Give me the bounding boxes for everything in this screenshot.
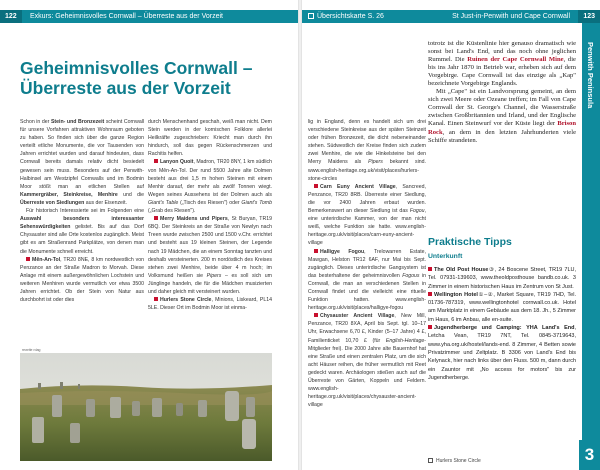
bullet-square-icon — [428, 325, 432, 329]
article-title-line1: Geheimnisvolles Cornwall – — [20, 58, 253, 78]
bullet-square-icon — [314, 249, 318, 253]
photo-caption: Hurlers Stone Circle — [428, 458, 481, 464]
list-item: Halligye Fogou, Trelowarren Estate, Mawgan, Helston TR12 6AF, nur Mai bis Sept. zugänglich. Dieses unterirdische Gangsystem ist das besterhaltene der geheimnisvollen Fogous in Cornwall, die man an verschiedenen Stellen in Cornwall findet und die vielleicht eine rituelle Funktion hatten. www.english-heritage.org.uk/visit/places/halligye-fogou — [308, 248, 426, 312]
header-left — [0, 10, 298, 23]
paragraph: Schon in der Stein- und Bronzezeit scheint Cornwall für unsere Vorfahren attraktiven Wohnraum geboten zu haben. So finden sich über die ganze Region verteilt etliche Monumente, die vor Tausenden von Jahren errichtet wurden und darauf hindeuten, dass Cornwall bereits damals relativ dicht besiedelt gewesen sein muss. Besonders auf der Penwith-Halbinsel am Westzipfel Cornwalls und im Bodmin Moor stößt man an etlichen Stellen auf Kammergräber, Steinkreise, Menhire und die Überreste von Siedlungen aus der Eisenzeit. — [20, 119, 145, 206]
accommodation-list — [428, 266, 576, 382]
text-column-1 — [20, 118, 144, 304]
bullet-square-icon — [154, 297, 158, 301]
paragraph: Mit „Cape" ist ein Landvorsprung gemeint, an dem sich zwei Meere oder Ozeane treffen; im Fall von Cape Cornwall der St. George's Channel, die Wasserstraße zwischen Großbritannien und Irland, und der Englische Kanal. Einen Steinwurf vor der Küste liegt der Brison Rock, an dem in den letzten Jahrhunderten viele Schiffe strandeten. — [428, 88, 576, 144]
bullet-square-icon — [154, 159, 158, 163]
stone-circle-photo-illustration — [20, 353, 272, 461]
running-title-right: St Just-in-Penwith und Cape Cornwall — [452, 13, 570, 20]
chapter-number: 3 — [579, 440, 600, 470]
photo-caption-icon — [428, 458, 433, 463]
list-item: The Old Post House③, 24 Boscene Street, TR19 7LU, Tel. 07931-139603, www.theoldposthouse bandb.co.uk. 3 Zimmer in einem historischen Haus im Zentrum von St Just. — [428, 267, 577, 290]
paragraph: totrotz ist die Küstenlinie hier genauso dramatisch wie sonst bei Land's End, und das noch ohne jeglichen Rummel. Die Ruinen der Cape Cornwall Mine, die bis ins Jahr 1870 in Betrieb war, erheben sich auf dem Vorgebirge. Cape Cornwall ist das einzige als „Kap" bezeichnete Vorgebirge Englands. — [428, 40, 576, 88]
photo-credit: rewrite rdag — [22, 348, 41, 352]
list-item: Mên-An-Tol, TR20 8NE, 8 km nordwestlich von Penzance an der Straße Madron to Morvah. Diese Anlage mit einem außergewöhnlichen Lochstein und weiteren Menhiren wurde vermutlich vor etwa 3500 Jahren errichtet. Ob der Stein von Natur aus durchbohrt ist oder dies — [20, 256, 144, 304]
text-column-3 — [308, 118, 426, 409]
page-number-left: 122 — [0, 10, 22, 23]
list-item: Wellington Hotel①–②, Market Square, TR19 7HD, Tel. 01736-787319, www.wellingtonhotel cornwall.co.uk. Hotel am Marktplatz in einem Gebäude aus dem 18. Jh., 5 Zimmer im Haus, 6 im Anbau, alle en-suite. — [428, 291, 576, 323]
map-reference — [308, 10, 384, 23]
text-column-2 — [148, 118, 272, 312]
bullet-square-icon — [154, 216, 158, 220]
tips-heading: Praktische Tipps — [428, 236, 512, 248]
list-item: Chysauster Ancient Village, New Mill, Penzance, TR20 8XA, April bis Sept. tgl. 10–17 Uhr, Erwachsene 6,70 £, Kinder (5–17 Jahre) 4 £, Familienticket 10,70 £ (für English-Heritage-Mitglieder frei). Die 2000 Jahre alte Bauernhof hat eine Straße und einen zentralen Platz, um die sich acht Häuser reihen, die früher vermutlich mit Reet gedeckt waren. Archäologen stießen auch auf die Überreste von Gärten, Koppeln und Feldern. www.english-heritage.org.uk/visit/places/chysauster-ancient-village — [308, 313, 426, 409]
map-reference-text: Übersichtskarte S. 26 — [317, 13, 384, 20]
article-title-line2: Überreste aus der Vorzeit — [20, 78, 231, 98]
article-title — [20, 58, 290, 98]
list-item: Lanyon Quoit, Madron, TR20 8NY, 1 km südlich von Mên-An-Tol. Der rund 5500 Jahre alte Dolmen besteht aus drei 1,5 m hohen Steinen mit einem Menhir darauf, der mehr als zwölf Tonnen wiegt. Wegen seines Aussehens ist der Dolmen auch als Giant's Table („Tisch des Riesen") oder Giant's Tomb („Grab des Riesen"). — [148, 159, 272, 215]
list-item: Carn Euny Ancient Village, Sancreed, Penzance, TR20 8RB. Überreste einer Siedlung, die vor 2400 Jahren erbaut wurden. Bemerkenswert an dieser Siedlung ist das Fogou, eine unterirdische Kammer, von der man nicht weiß, welche Funktion sie hatte. www.english-heritage.org.uk/visit/places/carn-euny-ancient-village — [308, 183, 426, 247]
paragraph: lig in England, denn es handelt sich um drei verschiedene Steinkreise aus der späten Steinzeit oder frühen Bronzezeit, die dicht nebeneinander stehen. Südwestlich der Kreise finden sich zudem zwei Menhire, die wie die Hinkelsteine bei den Merry Maidens als Pipers bekannt sind. www.english-heritage.org.uk/visit/places/hurlers-stone-circles — [308, 119, 426, 182]
map-icon — [308, 13, 314, 19]
serif-text-column — [428, 40, 576, 145]
header-right — [302, 10, 600, 23]
bullet-square-icon — [428, 267, 432, 271]
bullet-square-icon — [314, 184, 318, 188]
book-gutter — [298, 0, 302, 470]
bullet-square-icon — [314, 313, 318, 317]
list-item: Merry Maidens und Pipers, St Buryan, TR19 6BQ. Der Steinkreis an der Straße von Newlyn nach Treen wurde zwischen 2500 und 1500 v.Chr. errichtet und besteht aus 19 kleinen Steinen, der Legende nach 19 Mädchen, die an einem Sonntag tanzten und deshalb versteinerten. 200 m nordöstlich des Kreises stehen zwei Menhire, beide über 4 m hoch; im Volksmund heißen sie Pipers – es soll sich um Jünglinge handeln, die für die Mädchen musizierten und daher gleich mit versteinert wurden. — [148, 216, 272, 295]
sidebar-label: Penwith Peninsula — [586, 42, 595, 109]
bullet-square-icon — [26, 257, 30, 261]
bullet-square-icon — [428, 292, 432, 296]
paragraph: Für historisch Interessierte sei im Folgenden eine Auswahl besonders interessanter Sehenswürdigkeiten gelistet. Bis auf das Dorf Chysauster sind alle Orte kostenlos zugänglich. Meist gibt es am Straßenrand Parkplätze, von denen man die Monumente schnell erreicht. — [20, 208, 144, 255]
page-number-right: 123 — [578, 10, 600, 23]
accommodation-subheading: Unterkunft — [428, 253, 463, 260]
paragraph: durch Menschenhand geschah, weiß man nicht. Dem Stein werden in der kornischen Folklore allerlei Heilkräfte zugeschrieben: Kriecht man durch ihn hindurch, soll das gegen Rückenschmerzen und Rachitis helfen. — [148, 119, 272, 158]
list-item: Hurlers Stone Circle, Minions, Liskeard, PL14 5LE. Dieser Ort im Bodmin Moor ist einma- — [148, 297, 273, 312]
stone-circle-photo — [20, 353, 272, 461]
list-item: Jugendherberge und Camping: YHA Land's End, Letcha Vean, TR19 7NT, Tel. 0845-3719643, www.yha.org.uk/hostel/lands-end. 8 Zimmer, 4 Betten sowie Privatzimmer und Zeltplatz. B 3306 von Land's End bis Kelynack, hier nach links über den Fluss. 500 m, dann durch ein Zauntor mit „No access for motors" bis zur Jugendherberge. — [428, 325, 576, 381]
running-title-left: Exkurs: Geheimnisvolles Cornwall – Überreste aus der Vorzeit — [30, 13, 223, 20]
